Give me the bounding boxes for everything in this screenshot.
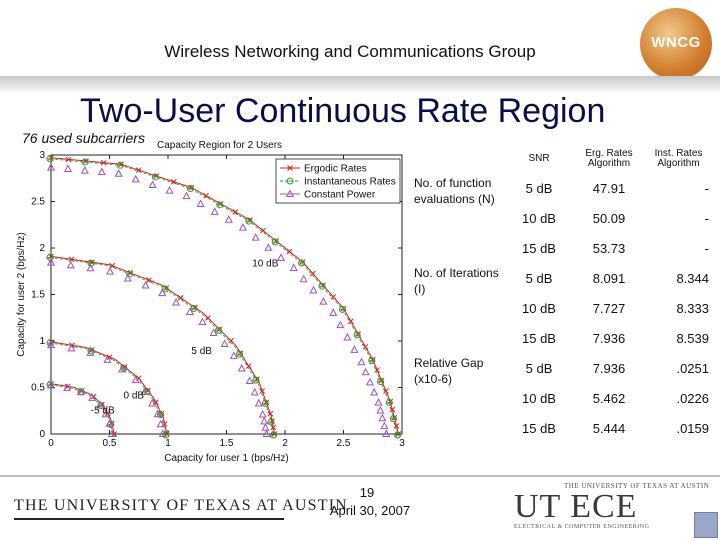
table-cell: 10 dB <box>522 390 556 406</box>
slide-title: Two-User Continuous Rate Region <box>80 92 606 130</box>
table-corner <box>408 145 504 173</box>
slide-date: April 30, 2007 <box>329 503 411 518</box>
chart-title: Capacity Region for 2 Users <box>157 140 283 151</box>
results-table <box>408 145 713 443</box>
x-tick-label: 0 <box>48 438 54 449</box>
table-cell: .0226 <box>676 390 709 406</box>
x-tick-label: 3 <box>399 438 405 449</box>
snr-curve-label: 10 dB <box>252 258 279 270</box>
y-tick-label: 2.5 <box>31 196 45 208</box>
table-cell: 8.539 <box>676 330 709 346</box>
col-header-inst: Inst. Rates Algorithm <box>654 148 703 169</box>
table-cell: 5 dB <box>525 270 553 286</box>
table-cell: 7.936 <box>592 360 626 376</box>
y-tick-label: 1 <box>39 336 45 347</box>
ut-austin-wordmark: THE UNIVERSITY OF TEXAS AT AUSTIN <box>14 497 348 514</box>
group-label: Relative Gap (x10-6) <box>414 356 484 386</box>
table-cell: 8.344 <box>676 270 709 286</box>
x-tick-label: 2 <box>282 438 288 449</box>
x-axis-label: Capacity for user 1 (bps/Hz) <box>164 453 289 464</box>
table-cell: 10 dB <box>522 210 556 226</box>
table-cell: 5 dB <box>525 360 553 376</box>
y-tick-label: 1.5 <box>31 289 45 301</box>
x-tick-label: 0.5 <box>102 438 117 449</box>
snr-curve-label: 0 dB <box>123 390 145 402</box>
x-tick-label: 1.5 <box>219 438 234 449</box>
slide-subtitle: 76 used subcarriers <box>22 130 145 146</box>
group-label: No. of function evaluations (N) <box>414 176 495 206</box>
table-cell: 5.462 <box>592 390 626 406</box>
snr-curve-label: -5 dB <box>90 405 115 417</box>
table-cell: 15 dB <box>522 420 556 436</box>
legend-label: Ergodic Rates <box>304 163 367 175</box>
table-cell: 53.73 <box>592 240 626 256</box>
y-axis-label: Capacity for user 2 (bps/Hz) <box>16 232 27 357</box>
table-cell: 50.09 <box>592 210 626 226</box>
logo-text: WNCG <box>651 34 701 51</box>
results-table-panel <box>408 145 713 441</box>
table-cell: - <box>704 180 709 196</box>
group-header: Wireless Networking and Communications Group <box>164 42 536 61</box>
table-cell: - <box>704 210 709 226</box>
table-cell: 7.727 <box>592 300 626 316</box>
y-tick-label: 0.5 <box>31 382 45 394</box>
ece-logo-top-text: THE UNIVERSITY OF TEXAS AT AUSTIN <box>564 482 710 490</box>
wncg-logo <box>640 8 712 80</box>
legend-label: Constant Power <box>304 189 376 201</box>
legend-label: Instantaneous Rates <box>304 176 396 188</box>
table-cell: 8.333 <box>676 300 709 316</box>
table-row <box>408 353 713 383</box>
table-cell: 7.936 <box>592 330 626 346</box>
table-cell: 5 dB <box>525 180 553 196</box>
y-tick-label: 0 <box>39 429 45 440</box>
table-cell: 8.091 <box>592 270 626 286</box>
x-tick-label: 1 <box>165 438 171 449</box>
page-number: 19 <box>359 485 375 500</box>
table-cell: 15 dB <box>522 240 556 256</box>
table-cell: .0159 <box>676 420 709 436</box>
table-cell: 15 dB <box>522 330 556 346</box>
ece-logo-bottom-text: ELECTRICAL & COMPUTER ENGINEERING <box>514 524 650 530</box>
footer-rule <box>0 475 720 477</box>
col-header-snr: SNR <box>528 153 550 164</box>
group-label: No. of Iterations (I) <box>414 266 499 296</box>
table-cell: 5.444 <box>592 420 626 436</box>
table-row <box>408 173 713 203</box>
table-cell: 47.91 <box>592 180 626 196</box>
y-tick-label: 3 <box>39 150 45 161</box>
navigation-button[interactable] <box>694 512 718 538</box>
ut-ece-logo <box>514 482 710 530</box>
y-tick-label: 2 <box>39 243 45 254</box>
ece-logo-main-text: UT ECE <box>514 488 638 525</box>
x-tick-label: 2.5 <box>336 438 351 449</box>
table-cell: 10 dB <box>522 300 556 316</box>
capacity-region-chart <box>0 133 410 468</box>
snr-curve-label: 5 dB <box>191 346 212 358</box>
table-row <box>408 263 713 293</box>
wordmark-underline <box>14 518 284 520</box>
col-header-erg: Erg. Rates Algorithm <box>585 148 633 169</box>
table-cell: - <box>704 240 709 256</box>
table-cell: .0251 <box>676 360 709 376</box>
